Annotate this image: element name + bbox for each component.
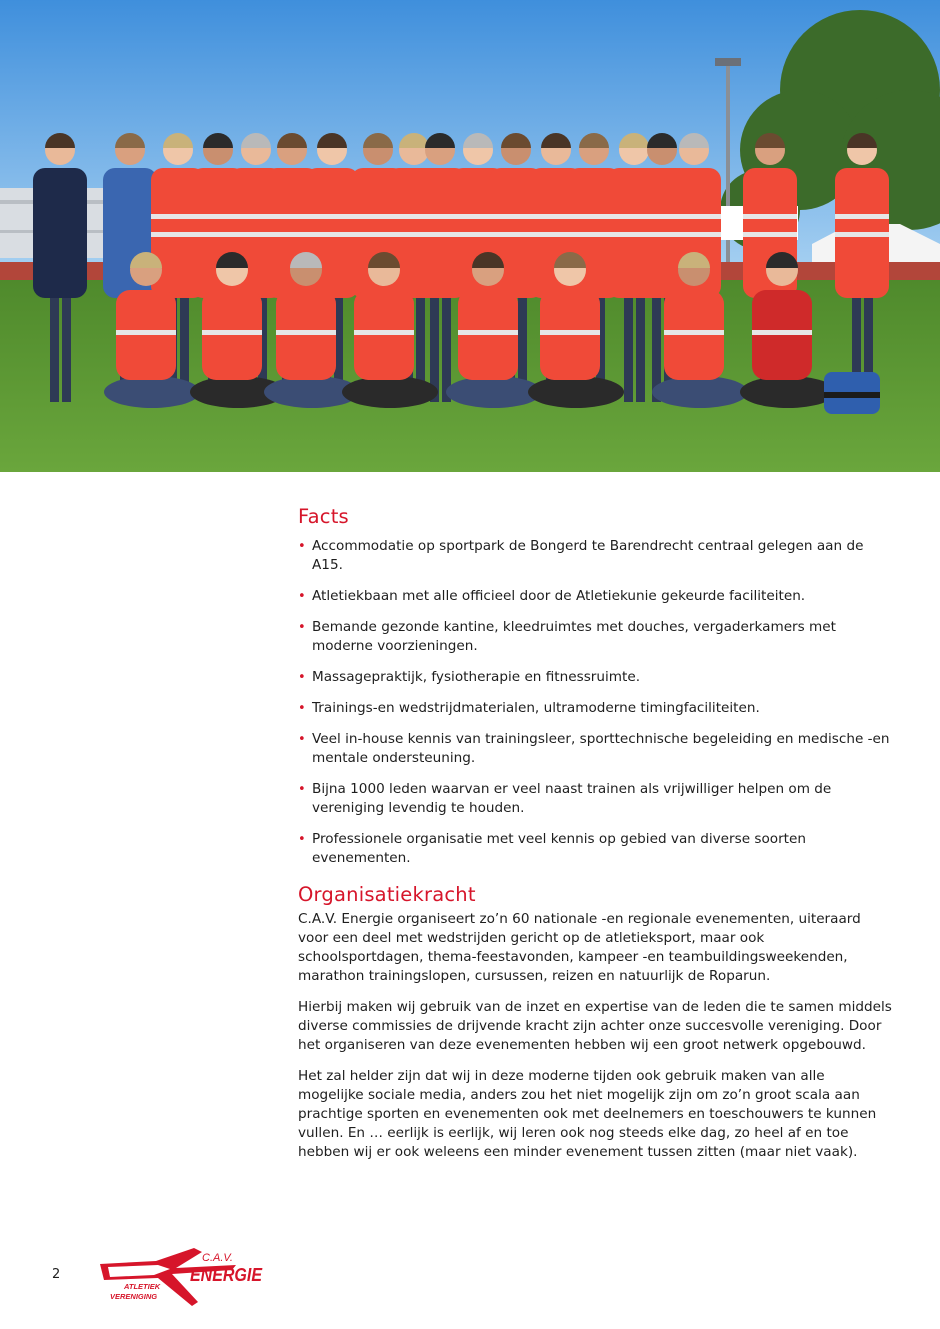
bullet-icon: •: [298, 670, 306, 685]
list-item: • Trainings-en wedstrijdmaterialen, ultramoderne timingfaciliteiten.: [298, 700, 760, 716]
main-content: [298, 504, 894, 1174]
page-number: 2: [52, 1267, 61, 1282]
list-item: • Professionele organisatie met veel kennis op gebied van diverse soorten evenementen.: [298, 831, 806, 866]
bullet-icon: •: [298, 832, 306, 847]
logo-line2-text: VERENIGING: [110, 1292, 158, 1301]
bullet-icon: •: [298, 732, 306, 747]
bullet-icon: •: [298, 620, 306, 635]
paragraph: C.A.V. Energie organiseert zo’n 60 nationale -en regionale evenementen, uiteraard voor een deel met wedstrijden gericht op de atletieksport, maar ook schoolsportdagen, thema-feestavonden, kampeer -en teambuildingsweekenden, marathon trainingslopen, cursussen, reizen en natuurlijk de Roparun.: [298, 911, 861, 984]
sports-bag: [824, 372, 880, 414]
bullet-icon: •: [298, 539, 306, 554]
bullet-icon: •: [298, 701, 306, 716]
facts-heading: Facts: [298, 505, 349, 528]
list-item: • Accommodatie op sportpark de Bongerd te Barendrecht centraal gelegen aan de A15.: [298, 538, 864, 573]
logo-top-text: C.A.V.: [202, 1252, 233, 1264]
bullet-icon: •: [298, 782, 306, 797]
list-item: • Veel in-house kennis van trainingsleer, sporttechnische begeleiding en medische -en mentale ondersteuning.: [298, 731, 890, 766]
organisatiekracht-heading: Organisatiekracht: [298, 883, 476, 906]
list-item: • Bijna 1000 leden waarvan er veel naast trainen als vrijwilliger helpen om de vereniging levendig te houden.: [298, 781, 832, 816]
paragraph: Het zal helder zijn dat wij in deze moderne tijden ook gebruik maken van alle mogelijke sociale media, anders zou het niet mogelijk zijn om zo’n groot scala aan prachtige sporten en evenementen ook met deelnemers en toeschouwers te kunnen vullen. En … eerlijk is eerlijk, wij leren ook nog steeds elke dag, zo heel af en toe hebben wij er ook weleens een minder evenement tussen zitten (maar niet vaak).: [298, 1068, 877, 1160]
paragraph: Hierbij maken wij gebruik van de inzet en expertise van de leden die te samen middels diverse commissies de drijvende kracht zijn achter onze succesvolle vereniging. Door het organiseren van deze evenementen hebben wij een groot netwerk opgebouwd.: [298, 999, 892, 1053]
bullet-icon: •: [298, 589, 306, 604]
logo-line1-text: ATLETIEK: [124, 1282, 161, 1291]
facts-list: [298, 537, 894, 868]
list-item: • Massagepraktijk, fysiotherapie en fitnessruimte.: [298, 669, 641, 685]
list-item: • Atletiekbaan met alle officieel door de Atletiekunie gekeurde faciliteiten.: [298, 588, 806, 604]
list-item: • Bemande gezonde kantine, kleedruimtes met douches, vergaderkamers met moderne voorzieningen.: [298, 619, 836, 654]
logo-name-text: ENERGIE: [190, 1265, 263, 1285]
group-photo: [0, 0, 940, 472]
club-logo: [98, 1248, 264, 1306]
